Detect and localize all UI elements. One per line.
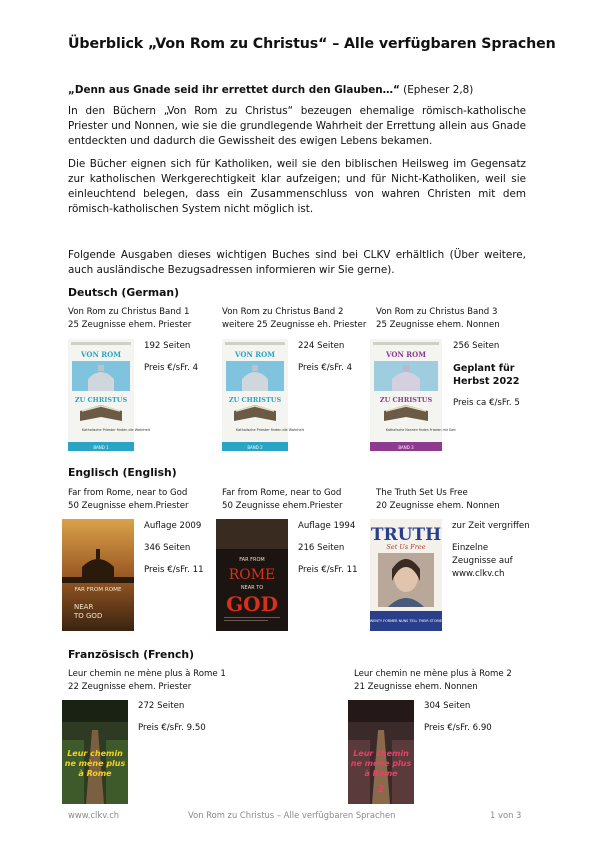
book-subtitle: 50 Zeugnisse ehem.Priester: [222, 501, 343, 511]
book-info: [298, 340, 368, 384]
cover-line-3: NEAR TO: [240, 585, 264, 591]
book-subtitle: 20 Zeugnisse ehem. Nonnen: [376, 501, 500, 511]
cover-number: 2: [377, 784, 385, 795]
book-edition: Auflage 1994: [298, 521, 356, 531]
book-title-block: [376, 306, 500, 332]
book-title: Far from Rome, near to God: [222, 488, 342, 498]
section-heading-french: Französisch (French): [68, 648, 195, 661]
cover-line-2: NEAR: [74, 603, 94, 611]
book-title-block: [222, 487, 343, 513]
cover-band: BAND 3: [398, 445, 414, 450]
book-title: The Truth Set Us Free: [376, 488, 468, 498]
book-cover-von-rom-3: [370, 339, 456, 451]
cover-caption: Katholische Priester finden die Wahrheit: [82, 428, 150, 432]
book-cover-art: [68, 339, 150, 451]
book-edition: Auflage 2009: [144, 521, 202, 531]
book-subtitle: 22 Zeugnisse ehem. Priester: [68, 682, 192, 692]
book-info: [298, 520, 370, 586]
book-cover-truth-set-us-free: [367, 519, 445, 631]
section-heading-english: Englisch (English): [68, 466, 177, 479]
book-cover-art: [222, 339, 304, 451]
book-info: [138, 700, 228, 744]
book-subtitle: 25 Zeugnisse ehem. Priester: [68, 320, 192, 330]
quote-reference: (Epheser 2,8): [399, 84, 474, 96]
page-title: Überblick „Von Rom zu Christus“ – Alle verfügbaren Sprachen: [68, 36, 556, 52]
intro-paragraph-3: Folgende Ausgaben dieses wichtigen Buches sind bei CLKV erhältlich (Über weitere, auch ausländische Bezugsadressen informieren wir Sie gerne).: [68, 249, 526, 276]
book-testimonies-online: Einzelne Zeugnisse auf www.clkv.ch: [452, 543, 513, 579]
cover-top-text: VON ROM: [386, 350, 426, 359]
cover-bottom-text: ZU CHRISTUS: [228, 396, 282, 404]
book-title: Leur chemin ne mène plus à Rome 2: [354, 669, 512, 679]
cover-band: BAND 2: [247, 445, 263, 450]
book-price: Preis €/sFr. 11: [144, 565, 204, 575]
footer-website-link[interactable]: www.clkv.ch: [68, 810, 120, 820]
book-title-block: [376, 487, 500, 513]
book-cover-art: [370, 339, 456, 451]
book-title: Von Rom zu Christus Band 1: [68, 307, 190, 317]
book-cover-leur-chemin-2: [348, 700, 414, 804]
cover-line-1: FAR FROM: [239, 557, 265, 563]
book-title: Von Rom zu Christus Band 2: [222, 307, 344, 317]
book-cover-art: [216, 519, 288, 631]
book-info: [144, 340, 214, 384]
cover-line-3: TO GOD: [74, 612, 103, 620]
book-info: [452, 520, 530, 590]
cover-caption: Katholische Nonnen finden Frieden mit Gott: [386, 428, 456, 432]
book-cover-art: [62, 519, 134, 631]
cover-line-3: à Rome: [364, 769, 398, 778]
book-title-block: [68, 306, 191, 332]
book-pages: 304 Seiten: [424, 701, 471, 711]
book-title-block: [354, 668, 512, 694]
cover-bottom-text: ZU CHRISTUS: [74, 396, 128, 404]
cover-top-text: VON ROM: [81, 350, 121, 359]
book-subtitle: weitere 25 Zeugnisse eh. Priester: [222, 320, 367, 330]
book-price: Preis €/sFr. 11: [298, 565, 358, 575]
book-info: [453, 340, 533, 419]
cover-bottom-text: ZU CHRISTUS: [379, 396, 433, 404]
cover-line-1: TRUTH: [370, 525, 442, 545]
book-price: Preis €/sFr. 6.90: [424, 723, 492, 733]
book-title-block: [68, 487, 189, 513]
cover-line-1: Leur chemin: [353, 749, 409, 758]
book-pages: 256 Seiten: [453, 341, 500, 351]
cover-line-1: Leur chemin: [67, 749, 123, 758]
book-availability: zur Zeit vergriffen: [452, 521, 530, 531]
intro-paragraph-1: In den Büchern „Von Rom zu Christus“ bezeugen ehemalige römisch-katholische Priester und Nonnen, wie sie die grundlegende Wahrheit der Errettung allein aus Gnade entdeckten und dadurch die Gewissheit des ewigen Lebens bekamen.: [68, 105, 526, 147]
book-title-block: [222, 306, 366, 332]
book-planned: Geplant für Herbst 2022: [453, 363, 520, 387]
book-pages: 216 Seiten: [298, 543, 345, 553]
footer-page-number: 1 von 3: [490, 810, 522, 820]
book-pages: 192 Seiten: [144, 341, 191, 351]
cover-caption: Katholische Priester finden die Wahrheit: [236, 428, 304, 432]
book-pages: 272 Seiten: [138, 701, 185, 711]
book-subtitle: 25 Zeugnisse ehem. Nonnen: [376, 320, 500, 330]
cover-line-2: ROME: [228, 567, 276, 583]
book-price: Preis €/sFr. 4: [144, 363, 199, 373]
book-info: [144, 520, 216, 586]
footer-document-title: Von Rom zu Christus – Alle verfügbaren Sprachen: [188, 810, 396, 820]
cover-line-3: à Rome: [78, 769, 112, 778]
book-cover-far-from-rome-1994: [216, 519, 288, 631]
book-title: Far from Rome, near to God: [68, 488, 188, 498]
cover-line-1: FAR FROM ROME: [74, 587, 122, 593]
book-cover-von-rom-2: [222, 339, 304, 451]
book-pages: 346 Seiten: [144, 543, 191, 553]
bible-quote: [68, 84, 473, 96]
book-cover-von-rom-1: [68, 339, 150, 451]
cover-line-2: ne mène plus: [350, 759, 412, 768]
book-cover-art: [367, 519, 445, 631]
book-price: Preis €/sFr. 9.50: [138, 723, 206, 733]
cover-band: BAND 1: [93, 445, 109, 450]
intro-paragraph-2: Die Bücher eignen sich für Katholiken, weil sie den biblischen Heilsweg im Gegensatz zur katholischen Werkgerechtigkeit klar aufzeigen; und für Nicht-Katholiken, weil sie einleuchtend belegen, dass ein Zusammenschluss von wahren Christen mit dem römisch-katholischen System nicht möglich ist.: [68, 158, 526, 215]
cover-line-2: Set Us Free: [386, 543, 426, 551]
book-subtitle: 50 Zeugnisse ehem.Priester: [68, 501, 189, 511]
book-cover-art: [348, 700, 414, 804]
book-price: Preis €/sFr. 4: [298, 363, 353, 373]
cover-top-text: VON ROM: [235, 350, 275, 359]
book-cover-leur-chemin-1: [62, 700, 128, 804]
cover-line-3: TWENTY FORMER NUNS TELL THEIR STORIES: [367, 619, 445, 623]
book-pages: 224 Seiten: [298, 341, 345, 351]
section-heading-german: Deutsch (German): [68, 286, 180, 299]
quote-text: „Denn aus Gnade seid ihr errettet durch den Glauben…“: [68, 84, 400, 96]
book-price: Preis ca €/sFr. 5: [453, 398, 520, 408]
book-cover-far-from-rome-2009: [62, 519, 134, 631]
book-info: [424, 700, 514, 744]
book-cover-art: [62, 700, 128, 804]
book-subtitle: 21 Zeugnisse ehem. Nonnen: [354, 682, 478, 692]
book-title: Von Rom zu Christus Band 3: [376, 307, 498, 317]
book-title: Leur chemin ne mène plus à Rome 1: [68, 669, 226, 679]
cover-line-4: GOD: [226, 592, 278, 616]
cover-line-2: ne mène plus: [64, 759, 126, 768]
book-title-block: [68, 668, 226, 694]
